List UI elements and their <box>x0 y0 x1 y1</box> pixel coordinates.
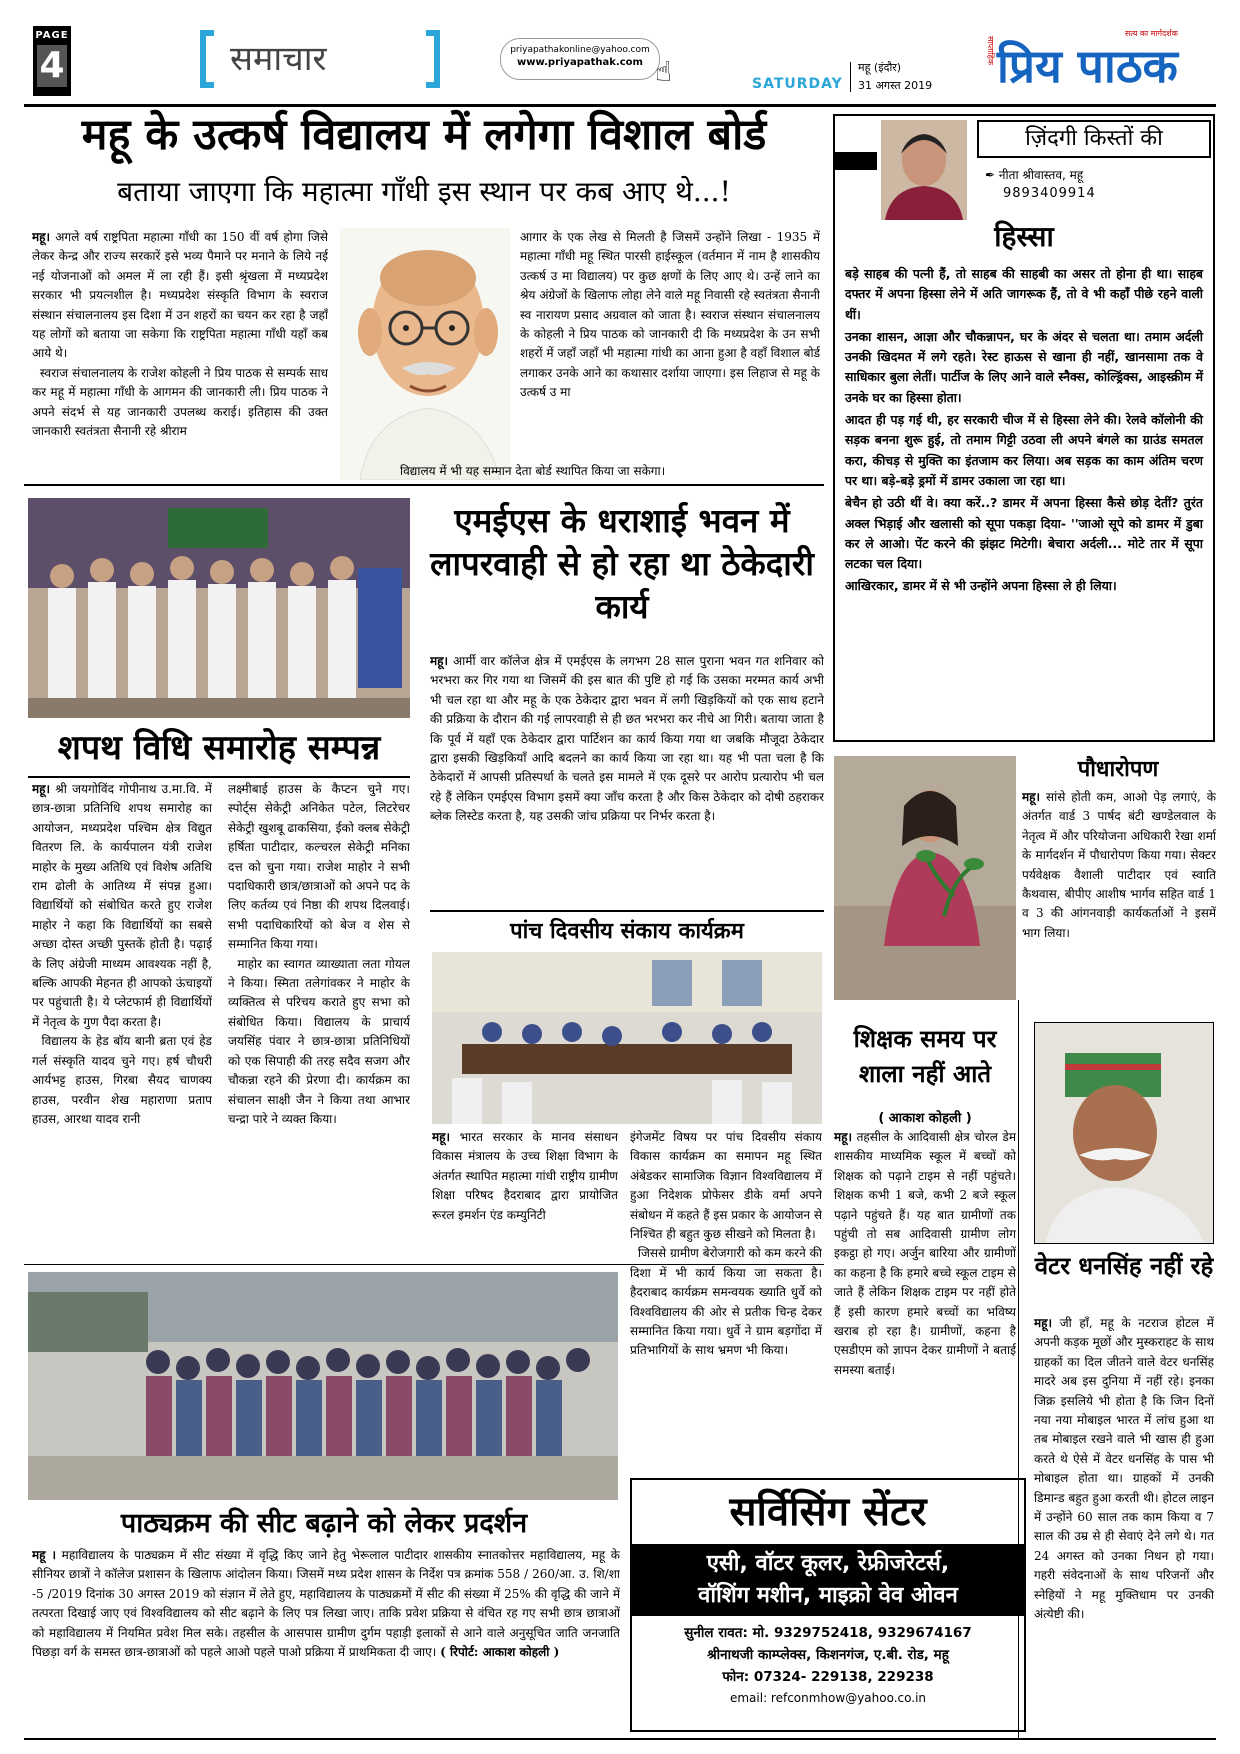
lead-col3-text: आगार के एक लेख से मिलती है जिसमें उन्होंने लिखा - 1935 में महात्मा गाँधी महू स्थित पारसी हाईस्कूल (वर्तमान में नाम है शासकीय उत्कर्ष उ मा विद्यालय) पर कुछ क्षणों के लिए आए थे। उन्हें लाने का श्रेय अंग्रेजों के खिलाफ लोहा लेने वाले महू निवासी रहे स्वतंत्रता सैनानी स्व नारायण प्रसाद अग्रवाल को जाता है। स्वराज संस्थान संचालनालय के कोहली ने प्रिय पाठक को जानकारी दी कि मध्यप्रदेश के उन सभी शहरों में जहाँ जहाँ भी महात्मा गांधी का आना हुआ है वहाँ विशाल बोर्ड लगाकर उनके आने का कथासार दर्शाया जाएगा। इस लिहाज से महू के उत्कर्ष उ मा <box>520 230 820 400</box>
protest-headline: पाठ्यक्रम की सीट बढ़ाने को लेकर प्रदर्शन <box>120 1508 528 1539</box>
ad-servicing-center <box>630 1478 1026 1732</box>
obituary-body-text: जी हाँ, महू के नटराज होटल में अपनी कड़क मूछों और मुस्कराहट के साथ ग्राहकों का दिल जीतने वाले वेटर धनसिंह मादरे अब इस दुनिया में नहीं रहे। इनका जिक्र इसलिये भी होता है कि जिन दिनों नया नया मोबाइल भारत में लांच हुआ था तब मोबाइल रखने वाले भी खास ही हुआ करते थे ऐसे में वेटर धनसिंह के पास भी मोबाइल होता था। ग्राहकों में उनकी डिमान्ड बहुत हुआ करती थी। होटल लाइन में उन्होंने 60 साल तक काम किया व 7 साल की उम्र से ही सेवाएं देने लगे थे। गत 24 अगस्त को उनका निधन हो गया। गहरी संवेदनाओं के साथ परिजनों और स्नेहियों ने महू मुक्तिधाम पर उनकी अंत्येष्टी की। <box>1034 1316 1214 1622</box>
page-label: PAGE <box>35 30 69 41</box>
shapath-col1 <box>32 780 212 1230</box>
gandhi-portrait <box>340 228 510 480</box>
masthead-weekly: साप्ताहिक <box>986 36 995 66</box>
author-photo-illustration <box>881 120 967 220</box>
header-city: महू (इंदौर) <box>858 61 902 74</box>
protest-body-text: महाविद्यालय के पाठ्यक्रम में सीट संख्या में वृद्धि किए जाने हेतु भेरूलाल पाटीदार शासकीय स्नातकोत्तर महाविद्यालय, महू के सीनियर छात्रों ने कॉलेज प्रशासन के खिलाफ आंदोलन किया। जिसमें मध्य प्रदेश शासन के निर्देश पत्र क्रमांक 558 / 260/आ. उ. शि/शा -5 /2019 दिनांक 30 अगस्त 2019 को संज्ञान में लेते हुए, महाविद्यालय के पाठ्यक्रमों में सीट की संख्या में 25% की वृद्धि की जाने में तत्परता दिखाई जाए एवं विश्वविद्यालय को सीट बढ़ाने के लिए पत्र लिखा जाए। ताकि प्रवेश प्रक्रिया से वंचित रह गए सभी छात्र छात्राओं को महाविद्यालय में नियमित प्रवेश मिल सके। तहसील के आसपास ग्रामीण दुर्गम पहाड़ी इलाकों से आने वाले अनुसूचित जाति जनजाति पिछड़ा वर्ग के समस्त छात्र-छात्राओं को पहले आओ पहले पाओ प्रक्रिया में प्राथमिकता दी जाए। <box>32 1548 620 1660</box>
column-phone: 9893409914 <box>1003 186 1096 201</box>
column-box <box>833 114 1215 742</box>
column-author <box>985 166 1083 183</box>
ad-phone: फोन: 07324- 229138, 229238 <box>722 1669 934 1685</box>
gandhi-portrait-illustration <box>340 228 510 480</box>
column-title-box <box>977 120 1211 158</box>
footer-rule <box>24 1738 1216 1740</box>
protest-report: ( रिपोर्ट: आकाश कोहली ) <box>440 1645 560 1660</box>
plantation-headline: पौधारोपण <box>1077 756 1159 782</box>
column-body <box>845 264 1203 597</box>
obituary-photo <box>1034 1022 1214 1244</box>
page-badge <box>33 26 71 96</box>
mes-dateline: महू। <box>430 654 449 668</box>
obituary-headline: वेटर धनसिंह नहीं रहे <box>1034 1251 1214 1280</box>
ad-contact: सुनील रावत: मो. 9329752418, 9329674167 <box>684 1625 972 1641</box>
lead-col3 <box>520 228 820 460</box>
bracket-left <box>200 30 214 88</box>
column-corner-bar <box>835 152 877 170</box>
column-paragraph: बड़े साहब की पत्नी हैं, तो साहब की साहबी का असर तो होना ही था। साहब दफ्तर में अपना हिस्सा लेने में अति जागरूक हैं, तो वे भी कहाँ पीछे रहने वाली थीं। <box>845 266 1203 322</box>
teacher-headline: शिक्षक समय पर शाला नहीं आते <box>853 1024 997 1088</box>
contact-box <box>500 38 660 80</box>
teacher-dateline: महू। <box>834 1130 853 1144</box>
plantation-dateline: महू। <box>1022 790 1041 804</box>
ad-services <box>632 1544 1024 1616</box>
lead-closing: विद्यालय में भी यह सम्मान देता बोर्ड स्थापित किया जा सकेगा। <box>400 464 666 478</box>
masthead-tagline: सत्य का मार्गदर्शक <box>1125 29 1178 38</box>
plantation-photo <box>834 756 1016 1000</box>
faculty-col1-text: भारत सरकार के मानव संसाधन विकास मंत्रालय के उच्च शिक्षा विभाग के अंतर्गत स्थापित महात्मा गांधी राष्ट्रीय ग्रामीण शिक्षा परिषद हैदराबाद द्वारा प्रायोजित रूरल इमर्शन एंड कम्युनिटी <box>432 1130 618 1222</box>
column-paragraph: बेचैन हो उठी थीं वे। क्या करें..? डामर में अपना हिस्सा कैसे छोड़ देतीं? तुरंत अक्ल भिड़ाई और खलासी को सूपा पकड़ा दिया- ''जाओ सूपे को डामर में डुबा कर ले आओ। पेंट करने की झंझट मिटेगी। बेचारा अर्दली... मोटे तार में सूपा लटका चल दिया। <box>845 495 1203 572</box>
lead-dateline: महू। <box>32 230 51 244</box>
plantation-body <box>1022 788 1216 1000</box>
section-label-box <box>200 30 440 88</box>
shapath-col2 <box>228 780 410 1230</box>
faculty-photo-illustration <box>432 952 822 1124</box>
column-author-name: नीता श्रीवास्तव, महू <box>998 168 1084 182</box>
plantation-photo-illustration <box>834 756 1016 1000</box>
column-paragraph: आखिरकार, डामर में से भी उन्होंने अपना हिस्सा ले ही लिया। <box>845 578 1117 594</box>
obituary-body <box>1034 1314 1214 1734</box>
lead-headline: महू के उत्कर्ष विद्यालय में लगेगा विशाल बोर्ड <box>81 110 767 160</box>
shapath-col2-text: लक्ष्मीबाई हाउस के कैप्टन चुने गए। स्पोर्ट्स सेकेट्री अनिकेत पटेल, लिटरेचर सेकेट्री खुशबू ढाकसिया, ईको क्लब सेकेट्री हर्षिता पाटीदार, कल्चरल सेकेट्री मनिका दत्त को चुना गया। राजेश माहोर ने सभी पदाधिकारी छात्र/छात्राओं को अपने पद के लिए कर्तव्य एवं निष्ठा की शपथ दिलवाई। सभी पदाधिकारियों को बेज व शेस से सम्मानित किया गया। <box>228 782 410 952</box>
faculty-col1 <box>432 1128 618 1248</box>
ad-address: श्रीनाथजी काम्प्लेक्स, किशनगंज, ए.बी. रोड, महू <box>707 1647 949 1663</box>
contact-email: priyapathakonline@yahoo.com <box>510 45 650 55</box>
mes-headline: एमईएस के धराशाई भवन में लापरवाही से हो रहा था ठेकेदारी कार्य <box>430 501 814 626</box>
ad-line1: एसी, वॉटर कूलर, रेफ्रीजरेटर्स, <box>706 1551 950 1576</box>
teacher-body <box>834 1128 1016 1474</box>
ceremony-photo-illustration <box>28 498 410 718</box>
faculty-col2 <box>630 1128 822 1474</box>
pen-icon: ✒ <box>985 168 996 182</box>
page-number: 4 <box>37 45 67 87</box>
protest-dateline: महू । <box>32 1548 57 1562</box>
faculty-dateline: महू। <box>432 1130 451 1144</box>
obituary-photo-illustration <box>1035 1023 1214 1244</box>
shapath-col1-text: श्री जयगोविंद गोपीनाथ उ.मा.वि. में छात्र-छात्रा प्रतिनिधि शपथ समारोह का आयोजन, मध्यप्रदेश पश्चिम क्षेत्र विद्युत वितरण लि. के कार्यपालन यंत्री राजेश माहोर के मुख्य अतिथि एवं विशेष अतिथि राम ढोली के आतिथ्य में संपन्न हुआ। विद्यार्थियों को संबोधित करते हुए राजेश माहोर ने कहा कि विद्यार्थियों का सबसे अच्छा दोस्त अच्छी पुस्तकें होती है। पढ़ाई के लिए अंग्रेजी माध्यम आवश्यक नहीं है, बल्कि आपकी मेहनत ही आपको ऊंचाइयों पर पहुंचाती है। ये प्लेटफार्म ही विद्यार्थियों में नेतृत्व के गुण पैदा करता है। <box>32 782 212 1029</box>
teacher-body-text: तहसील के आदिवासी क्षेत्र चोरल डेम शासकीय माध्यमिक स्कूल में बच्चों को शिक्षक को पढ़ाने टाइम से नहीं पहुंचते। शिक्षक कभी 1 बजे, कभी 2 बजे स्कूल पढ़ाने पहुंचते हैं। यह बात ग्रामीणों तक पहुंची तो सब आदिवासी ग्रामीण लोग इकट्ठा हो गए। अर्जुन बारिया और ग्रामीणों का कहना है कि हमारे बच्चे स्कूल टाइम से जाते हैं लेकिन शिक्षक टाइम पर नहीं होते हैं इसी कारण हमारे बच्चों का भविष्य खराब हो रहा है। ग्रामीणों, कहना है एसडीएम को ज्ञापन देकर ग्रामीणों ने बताई समस्या बताई। <box>834 1130 1016 1377</box>
protest-photo <box>28 1272 618 1500</box>
column-title: ज़िंदगी किस्तों की <box>1025 126 1163 151</box>
author-photo <box>881 120 967 220</box>
shapath-col1b-text: विद्यालय के हेड बॉय बानी ब्रता एवं हेड गर्ल संस्कृति यादव चुने गए। हर्ष चौधरी आर्यभट्ट हाउस, गिरबा सैयद चाणक्य हाउस, परवीन शेख महाराणा प्रताप हाउस, आरथा यादव रानी <box>32 1034 212 1126</box>
column-story-title: हिस्सा <box>994 220 1054 253</box>
lead-col1b-text: स्वराज संचालनालय के राजेश कोहली ने प्रिय पाठक से सम्पर्क साध कर महू में महात्मा गाँधी के आगमन की जानकारी ली। प्रिय पाठक ने अपने संदर्भ से यह जानकारी उपलब्ध कराई। इतिहास की उक्त जानकारी स्वतंत्रता सैनानी रहे श्रीराम <box>32 365 328 439</box>
plantation-body-text: सांसे होती कम, आओ पेड़ लगाएं, के अंतर्गत वार्ड 3 पार्षद बंटी खण्डेलवाल के नेतृत्व में और परियोजना अधिकारी रेखा शर्मा के मार्गदर्शन में पौधारोपण किया गया। सेक्टर पर्यवेक्षक वैशाली पाटीदार एवं स्वाति कैथवास, बीपीए आशीष भार्गव सहित वार्ड 1 व 3 की आंगनवाड़ी कार्यकर्ताओं ने इसमें भाग लिया। <box>1022 790 1216 940</box>
teacher-byline: ( आकाश कोहली ) <box>878 1111 972 1126</box>
header-rule <box>24 104 1216 107</box>
hand-pointer-icon: ☝ <box>655 55 673 88</box>
ad-line2: वॉशिंग मशीन, माइक्रो वेव ओवन <box>698 1583 958 1608</box>
bracket-right <box>426 30 440 88</box>
mes-body-text: आर्मी वार कॉलेज क्षेत्र में एमईएस के लगभग 28 साल पुराना भवन गत शनिवार को भरभरा कर गिर गया था जिसमें की इस बात की पुष्टि हो गई कि उसका मरम्मत कार्य अभी भी चल रहा था और महू के एक ठेकेदार द्वारा भवन में लगी खिड़कियों को एक साथ हटाने की प्रक्रिया के दौरान की गई लापरवाही से ही छत भरभरा कर नीचे आ गिरी। बताया जाता है कि पूर्व में यहाँ एक ठेकेदार द्वारा पार्टिशन का कार्य किया गया था जबकि मौजूदा ठेकेदार द्वारा इसकी खिड़कियाँ आदि बदलने का कार्य किया जा रहा था। यह भी पता चला है कि ठेकेदारों में आपसी प्रतिस्पर्धा के चलते इस मामले में एक दूसरे पर आरोप प्रत्यारोप भी चल रहे हैं लेकिन एमईएस विभाग इसमें क्या जाँच करता है और किस ठेकेदार को दोषी ठहराकर ब्लेक लिस्टेड करता है, यह उसकी जांच प्रक्रिया पर निर्भर करता है। <box>430 654 824 824</box>
ad-title: सर्विसिंग सेंटर <box>729 1488 927 1535</box>
faculty-col2b-text: जिससे ग्रामीण बेरोजगारी को कम करने की दिशा में भी कार्य किया जा सकता है। हैदराबाद कार्यक्रम समन्वयक ख्याति धुर्वे को विश्वविद्यालय की ओर से प्रतीक चिन्ह देकर सम्मानित किया गया। धुर्वे ने ग्राम बड़गोंदा में प्रतिभागियों के साथ भ्रमण भी किया। <box>630 1246 822 1358</box>
column-paragraph: आदत ही पड़ गई थी, हर सरकारी चीज में से हिस्सा लेने की। रेलवे कॉलोनी की सड़क बनना शुरू हुई, तो तमाम गिट्टी उठवा ली अपने बंगले का ग्राउंड समतल करा, कीचड़ से मुक्ति का इंतजाम कर लिया। अब सड़क का काम अंतिम चरण पर था। बड़े-बड़े ड्रमों में डामर उकाला जा रहा था। <box>845 412 1203 488</box>
mes-body <box>430 652 824 902</box>
masthead-logo <box>985 28 1215 98</box>
lead-subhead: बताया जाएगा कि महात्मा गाँधी इस स्थान पर कब आए थे...! <box>117 175 731 208</box>
column-paragraph: उनका शासन, आज्ञा और चौकन्नापन, घर के अंदर से चलता था। तमाम अर्दली उनकी खिदमत में लगे रहते। रेस्ट हाऊस से खाना ही नहीं, खानसामा तक वे साधिकार बुला लेतीं। पार्टीज के लिए आने वाले स्नैक्स, कोल्ड्रिंक्स, आइस्क्रीम में उनके घर का हिस्सा होता। <box>845 328 1203 405</box>
ad-email: email: refconmhow@yahoo.co.in <box>729 1691 927 1705</box>
faculty-photo <box>432 952 822 1124</box>
shapath-col2b-text: माहोर का स्वागत व्याख्याता लता गोयल ने किया। स्मिता तलेगांवकर ने माहोर के व्यक्तित्व से परिचय कराते हुए सभा को संबोधित किया। विद्यालय के प्राचार्य जयसिंह पंवार ने छात्र-छात्रा प्रतिनिधियों को एक सिपाही की तरह सदैव सजग और चौकन्ना रहने की प्रेरणा दी। कार्यक्रम का संचालन साक्षी जैन ने किया तथा आभार चन्द्रा पारे ने व्यक्त किया। <box>228 956 410 1126</box>
protest-photo-illustration <box>28 1272 618 1500</box>
faculty-col2-text: इंगेजमेंट विषय पर पांच दिवसीय संकाय विकास कार्यक्रम का समापन महू स्थित अंबेडकर सामाजिक विज्ञान विश्वविद्यालय में हुआ निदेशक प्रोफेसर डीके वर्मा अपने संबोधन में कहते हैं इस प्रकार के आयोजन से निश्चित ही बहुत कुछ सीखने को मिलता है। <box>630 1130 822 1242</box>
contact-website: www.priyapathak.com <box>517 57 643 68</box>
header-date: 31 अगस्त 2019 <box>858 79 933 92</box>
obituary-dateline: महू। <box>1034 1316 1053 1330</box>
lead-col1-text: अगले वर्ष राष्ट्रपिता महात्मा गाँधी का 150 वीं वर्ष होगा जिसे लेकर केन्द्र और राज्य सरकारें इसे भव्य पैमाने पर मनाने के लिये नई नई योजनाओं को अमल में ला रही हैं। इसी श्रृंखला में मध्यप्रदेश सरकार भी प्रयत्नशील है। मध्यप्रदेश संस्कृति विभाग के स्वराज संस्थान संचालनालय इस दिशा में उन शहरों का चयन कर रहा है जहाँ यह लोगों को बताया जा सकेगा कि राष्ट्रपिता महात्मा गाँधी यहाँ कब आये थे। <box>32 230 328 361</box>
section-label: समाचार <box>230 39 327 79</box>
header-day: SATURDAY <box>752 76 843 92</box>
masthead-name: प्रिय पाठक <box>997 39 1178 93</box>
dateline-box <box>752 60 952 94</box>
shapath-dateline: महू। <box>32 782 51 796</box>
protest-body <box>32 1546 620 1732</box>
ceremony-photo <box>28 498 410 718</box>
lead-col1 <box>32 228 328 480</box>
faculty-headline: पांच दिवसीय संकाय कार्यक्रम <box>510 918 744 944</box>
shapath-headline: शपथ विधि समारोह सम्पन्न <box>57 728 381 768</box>
